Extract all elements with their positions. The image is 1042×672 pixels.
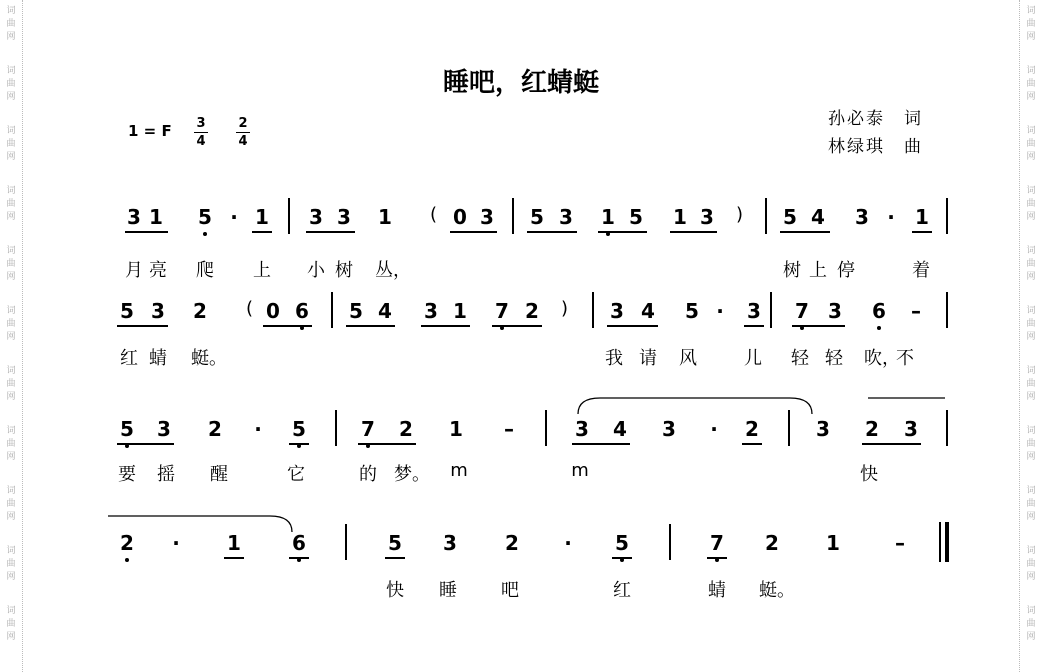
watermark-glyph: 网 [1026, 512, 1036, 522]
watermark-glyph: 曲 [1026, 499, 1036, 509]
lyric-char: 着 [912, 260, 930, 281]
watermark-glyph: 曲 [1026, 199, 1036, 209]
watermark-glyph: 词 [1026, 426, 1036, 436]
jianpu-note: 5 [388, 531, 402, 555]
jianpu-note: 0 [266, 299, 280, 323]
jianpu-note: · [230, 205, 238, 229]
watermark-glyph: 曲 [6, 199, 16, 209]
lyric-char: 蜓。 [191, 348, 227, 369]
lyric-char: 睡 [439, 580, 457, 601]
jianpu-note: 5 [685, 299, 699, 323]
watermark-glyph: 网 [1026, 332, 1036, 342]
jianpu-note: 3 [559, 205, 573, 229]
watermark-glyph: 曲 [1026, 319, 1036, 329]
jianpu-note: 3 [747, 299, 761, 323]
watermark-glyph: 词 [6, 6, 16, 16]
jianpu-note: 7 [361, 417, 375, 441]
composer-credit: 林绿琪 曲 [828, 137, 923, 157]
jianpu-note: 3 [309, 205, 323, 229]
lyric-char: 红 [613, 580, 631, 601]
jianpu-note: 1 [449, 417, 463, 441]
watermark-glyph: 网 [6, 92, 16, 102]
jianpu-note: 3 [610, 299, 624, 323]
rest-paren: ) [736, 204, 744, 225]
jianpu-note: 2 [525, 299, 539, 323]
lyric-char: 小 [307, 260, 325, 281]
watermark-glyph: 网 [6, 632, 16, 642]
watermark-glyph: 网 [1026, 152, 1036, 162]
watermark-glyph: 词 [6, 126, 16, 136]
lyric-char: 爬 [196, 260, 214, 281]
watermark-glyph: 词 [6, 66, 16, 76]
lyric-char: 停 [837, 260, 855, 281]
jianpu-note: 7 [495, 299, 509, 323]
jianpu-note: 1 [601, 205, 615, 229]
jianpu-note: 3 [480, 205, 494, 229]
watermark-glyph: 网 [6, 272, 16, 282]
jianpu-note: 4 [811, 205, 825, 229]
jianpu-note: 5 [120, 417, 134, 441]
jianpu-note: 5 [198, 205, 212, 229]
jianpu-note: 6 [292, 531, 306, 555]
watermark-glyph: 曲 [1026, 139, 1036, 149]
watermark-glyph: 词 [1026, 546, 1036, 556]
lyric-char: 上 [253, 260, 271, 281]
watermark-glyph: 曲 [1026, 79, 1036, 89]
watermark-glyph: 曲 [6, 619, 16, 629]
watermark-glyph: 词 [1026, 606, 1036, 616]
jianpu-note: 3 [443, 531, 457, 555]
jianpu-note: 1 [453, 299, 467, 323]
lyric-char: 蜻 [708, 580, 726, 601]
jianpu-note: 5 [615, 531, 629, 555]
key-signature: 1 = F [128, 122, 172, 140]
watermark-glyph: 词 [1026, 246, 1036, 256]
lyric-char: 红 [120, 348, 138, 369]
jianpu-note: 5 [530, 205, 544, 229]
watermark-glyph: 词 [1026, 66, 1036, 76]
jianpu-note: 6 [872, 299, 886, 323]
jianpu-note: 2 [193, 299, 207, 323]
watermark-glyph: 网 [1026, 632, 1036, 642]
jianpu-note: 3 [662, 417, 676, 441]
jianpu-note: 7 [795, 299, 809, 323]
jianpu-note: 6 [295, 299, 309, 323]
jianpu-note: 0 [453, 205, 467, 229]
jianpu-note: – [895, 531, 905, 555]
watermark-glyph: 网 [6, 452, 16, 462]
jianpu-note: · [172, 531, 180, 555]
lyric-char: 树 [783, 260, 801, 281]
lyric-char: 摇 [157, 464, 175, 485]
lyric-char: 儿 [744, 348, 762, 369]
jianpu-note: 3 [904, 417, 918, 441]
jianpu-note: 3 [424, 299, 438, 323]
watermark-glyph: 网 [1026, 92, 1036, 102]
jianpu-note: 5 [292, 417, 306, 441]
watermark-glyph: 词 [6, 306, 16, 316]
lyric-char: 要 [118, 464, 136, 485]
jianpu-note: 5 [783, 205, 797, 229]
jianpu-note: 4 [641, 299, 655, 323]
watermark-glyph: 词 [1026, 366, 1036, 376]
watermark-glyph: 曲 [6, 379, 16, 389]
jianpu-note: 2 [745, 417, 759, 441]
lyric-char: 我 [605, 348, 623, 369]
jianpu-note: 2 [505, 531, 519, 555]
rest-paren: ) [561, 298, 569, 319]
jianpu-note: 2 [399, 417, 413, 441]
watermark-glyph: 词 [6, 546, 16, 556]
jianpu-note: 3 [816, 417, 830, 441]
lyric-char: 上 [809, 260, 827, 281]
watermark-glyph: 词 [1026, 186, 1036, 196]
lyric-char: m [450, 460, 468, 481]
jianpu-note: · [887, 205, 895, 229]
watermark-glyph: 网 [6, 32, 16, 42]
jianpu-note: 5 [120, 299, 134, 323]
watermark-glyph: 曲 [6, 139, 16, 149]
watermark-glyph: 网 [6, 212, 16, 222]
lyric-char: 蜻 [149, 348, 167, 369]
jianpu-note: – [911, 299, 921, 323]
jianpu-note: 1 [149, 205, 163, 229]
watermark-glyph: 网 [6, 572, 16, 582]
watermark-glyph: 词 [6, 486, 16, 496]
lyric-char: 丛， [375, 260, 411, 281]
watermark-glyph: 词 [1026, 6, 1036, 16]
watermark-glyph: 曲 [6, 499, 16, 509]
watermark-glyph: 网 [6, 392, 16, 402]
watermark-glyph: 曲 [1026, 259, 1036, 269]
lyric-char: 它 [287, 464, 305, 485]
watermark-glyph: 网 [1026, 392, 1036, 402]
jianpu-note: 1 [227, 531, 241, 555]
watermark-glyph: 词 [1026, 126, 1036, 136]
lyric-char: 快 [386, 580, 404, 601]
watermark-glyph: 曲 [6, 439, 16, 449]
lyricist-credit: 孙必泰 词 [828, 109, 923, 129]
watermark-glyph: 曲 [6, 319, 16, 329]
jianpu-note: 3 [855, 205, 869, 229]
watermark-glyph: 网 [1026, 452, 1036, 462]
time-signature-3-4: 3 4 [194, 116, 208, 149]
lyric-char: 树 [335, 260, 353, 281]
watermark-glyph: 曲 [6, 559, 16, 569]
jianpu-note: 3 [575, 417, 589, 441]
watermark-glyph: 曲 [1026, 379, 1036, 389]
watermark-glyph: 曲 [1026, 559, 1036, 569]
lyric-char: m [571, 460, 589, 481]
watermark-glyph: 网 [1026, 272, 1036, 282]
jianpu-note: 3 [828, 299, 842, 323]
jianpu-note: 3 [157, 417, 171, 441]
lyric-char: 月 [125, 260, 143, 281]
lyric-char: 吹， [864, 348, 900, 369]
watermark-glyph: 网 [6, 152, 16, 162]
jianpu-note: 1 [826, 531, 840, 555]
jianpu-note: 2 [765, 531, 779, 555]
watermark-glyph: 词 [1026, 486, 1036, 496]
watermark-glyph: 网 [6, 332, 16, 342]
time-signature-2-4: 2 4 [236, 116, 250, 149]
lyric-char: 梦。 [394, 464, 430, 485]
jianpu-note: 1 [915, 205, 929, 229]
watermark-glyph: 网 [6, 512, 16, 522]
jianpu-note: · [716, 299, 724, 323]
jianpu-note: 1 [378, 205, 392, 229]
watermark-glyph: 词 [1026, 306, 1036, 316]
lyric-char: 轻 [825, 348, 843, 369]
jianpu-note: 3 [151, 299, 165, 323]
watermark-glyph: 网 [1026, 32, 1036, 42]
watermark-glyph: 曲 [6, 259, 16, 269]
jianpu-note: 4 [613, 417, 627, 441]
lyric-char: 亮 [149, 260, 167, 281]
lyric-char: 请 [639, 348, 657, 369]
lyric-char: 快 [860, 464, 878, 485]
lyric-char: 轻 [791, 348, 809, 369]
jianpu-note: 2 [208, 417, 222, 441]
jianpu-note: – [504, 417, 514, 441]
jianpu-note: 2 [865, 417, 879, 441]
jianpu-note: 3 [700, 205, 714, 229]
watermark-glyph: 曲 [6, 19, 16, 29]
lyric-char: 的 [359, 464, 377, 485]
lyric-char: 不 [896, 348, 914, 369]
jianpu-note: 3 [127, 205, 141, 229]
jianpu-note: 2 [120, 531, 134, 555]
jianpu-note: 5 [629, 205, 643, 229]
watermark-glyph: 词 [6, 186, 16, 196]
jianpu-note: 3 [337, 205, 351, 229]
watermark-glyph: 网 [1026, 572, 1036, 582]
jianpu-note: 7 [710, 531, 724, 555]
rest-paren: ( [430, 204, 438, 225]
jianpu-note: 5 [349, 299, 363, 323]
song-title: 睡吧，红蜻蜓 [442, 68, 599, 98]
watermark-glyph: 曲 [6, 79, 16, 89]
watermark-glyph: 网 [1026, 212, 1036, 222]
jianpu-note: 4 [378, 299, 392, 323]
jianpu-note: 1 [673, 205, 687, 229]
slur [578, 398, 812, 414]
watermark-glyph: 曲 [1026, 19, 1036, 29]
watermark-glyph: 词 [6, 606, 16, 616]
jianpu-note: 1 [255, 205, 269, 229]
rest-paren: ( [246, 298, 254, 319]
watermark-glyph: 曲 [1026, 619, 1036, 629]
watermark-glyph: 词 [6, 366, 16, 376]
slur [108, 516, 292, 532]
watermark-glyph: 曲 [1026, 439, 1036, 449]
lyric-char: 风 [679, 348, 697, 369]
jianpu-note: · [254, 417, 262, 441]
lyric-char: 吧 [501, 580, 519, 601]
watermark-glyph: 词 [6, 426, 16, 436]
jianpu-note: · [564, 531, 572, 555]
lyric-char: 蜓。 [759, 580, 795, 601]
watermark-glyph: 词 [6, 246, 16, 256]
lyric-char: 醒 [210, 464, 228, 485]
jianpu-note: · [710, 417, 718, 441]
